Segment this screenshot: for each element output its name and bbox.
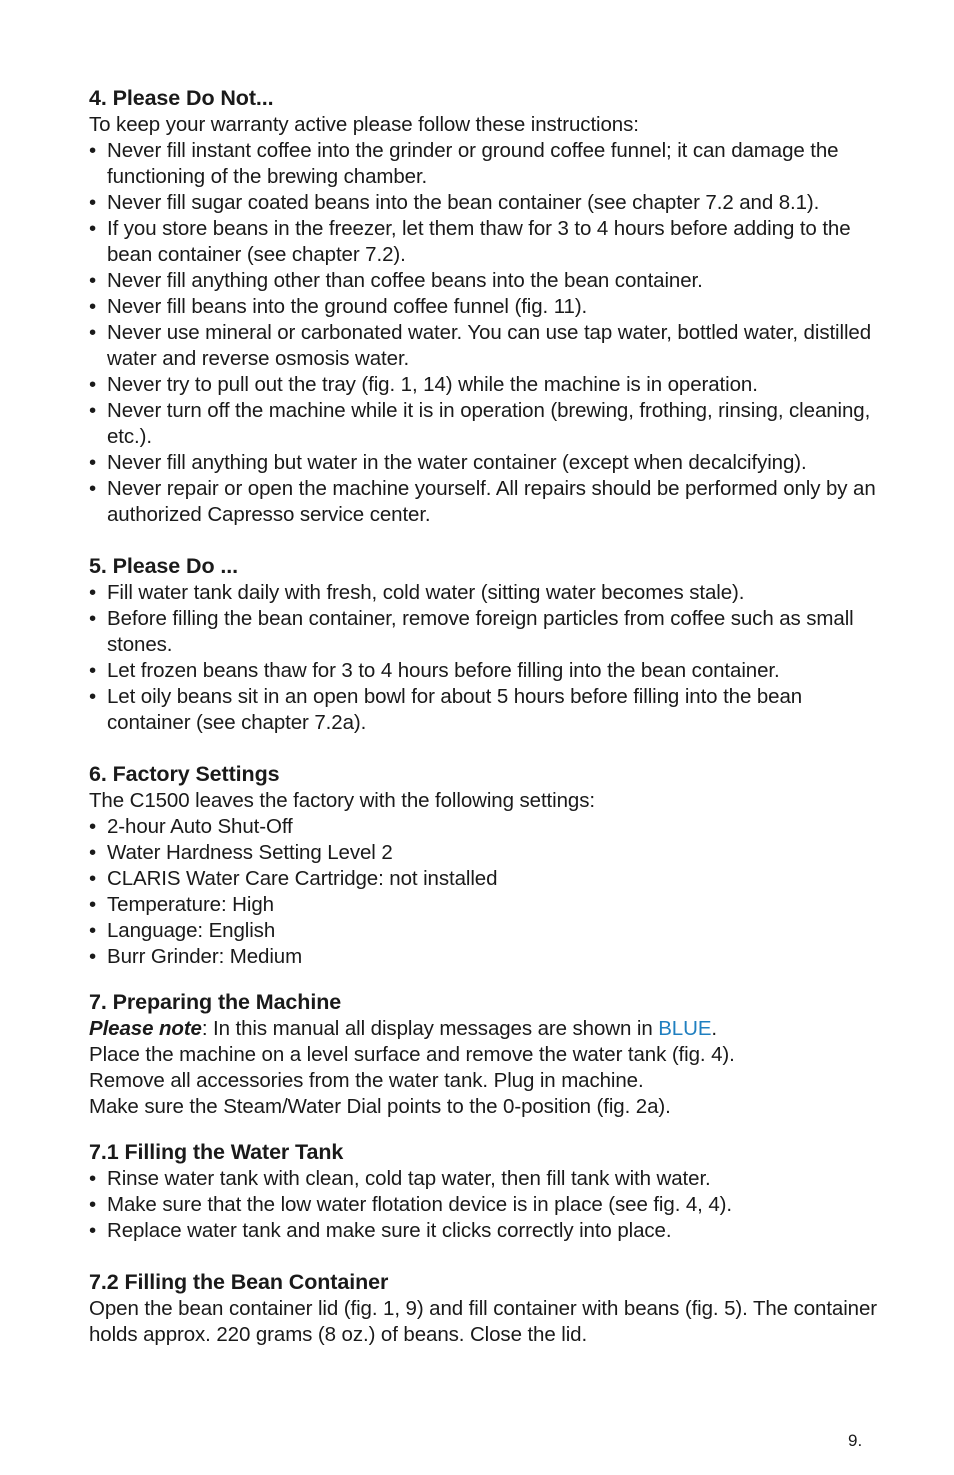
bullet-list xyxy=(89,1166,879,1244)
list-item: • 2-hour Auto Shut-Off xyxy=(89,814,879,840)
manual-page xyxy=(89,84,879,1348)
section-please-do xyxy=(89,552,879,736)
list-item: • Never use mineral or carbonated water. You can use tap water, bottled water, distilled water and reverse osmosis water. xyxy=(89,320,879,372)
bullet-list xyxy=(89,814,879,970)
list-item: • Never fill anything other than coffee beans into the bean container. xyxy=(89,268,879,294)
section-heading: 6. Factory Settings xyxy=(89,762,280,786)
body-paragraph: Open the bean container lid (fig. 1, 9) and fill container with beans (fig. 5). The container holds approx. 220 grams (8 oz.) of beans. Close the lid. xyxy=(89,1297,878,1346)
list-item: • Never turn off the machine while it is in operation (brewing, frothing, rinsing, cleaning, etc.). xyxy=(89,398,879,450)
note-line xyxy=(89,1016,879,1042)
body-line: Place the machine on a level surface and remove the water tank (fig. 4). xyxy=(89,1043,735,1066)
list-item: • Let frozen beans thaw for 3 to 4 hours before filling into the bean container. xyxy=(89,658,879,684)
list-item: • Never repair or open the machine yourself. All repairs should be performed only by an authorized Capresso service center. xyxy=(89,476,879,528)
list-item: • Never fill sugar coated beans into the bean container (see chapter 7.2 and 8.1). xyxy=(89,190,879,216)
list-item: • If you store beans in the freezer, let them thaw for 3 to 4 hours before adding to the bean container (see chapter 7.2). xyxy=(89,216,879,268)
bullet-list xyxy=(89,580,879,736)
page-number: 9. xyxy=(848,1431,863,1450)
section-heading: 7.1 Filling the Water Tank xyxy=(89,1140,344,1164)
note-text: : In this manual all display messages are shown in xyxy=(201,1017,659,1040)
note-label: Please note xyxy=(89,1017,202,1040)
list-item: • Burr Grinder: Medium xyxy=(89,944,879,970)
list-item: • Fill water tank daily with fresh, cold water (sitting water becomes stale). xyxy=(89,580,879,606)
section-filling-bean-container xyxy=(89,1268,879,1348)
section-preparing-machine xyxy=(89,988,879,1120)
note-blue-word: BLUE xyxy=(658,1017,712,1040)
section-please-do-not xyxy=(89,84,879,528)
body-line: Make sure the Steam/Water Dial points to the 0-position (fig. 2a). xyxy=(89,1095,671,1118)
section-filling-water-tank xyxy=(89,1138,879,1244)
section-intro: The C1500 leaves the factory with the following settings: xyxy=(89,789,595,812)
section-heading: 4. Please Do Not... xyxy=(89,86,274,110)
section-heading: 7.2 Filling the Bean Container xyxy=(89,1270,389,1294)
list-item: • Let oily beans sit in an open bowl for about 5 hours before filling into the bean container (see chapter 7.2a). xyxy=(89,684,879,736)
body-line: Remove all accessories from the water tank. Plug in machine. xyxy=(89,1069,644,1092)
list-item: • Replace water tank and make sure it clicks correctly into place. xyxy=(89,1218,879,1244)
list-item: • Temperature: High xyxy=(89,892,879,918)
list-item: • Never fill instant coffee into the grinder or ground coffee funnel; it can damage the functioning of the brewing chamber. xyxy=(89,138,879,190)
list-item: • Rinse water tank with clean, cold tap water, then fill tank with water. xyxy=(89,1166,879,1192)
list-item: • Before filling the bean container, remove foreign particles from coffee such as small stones. xyxy=(89,606,879,658)
list-item: • Water Hardness Setting Level 2 xyxy=(89,840,879,866)
section-factory-settings xyxy=(89,760,879,970)
section-heading: 5. Please Do ... xyxy=(89,554,238,578)
list-item: • Language: English xyxy=(89,918,879,944)
section-heading: 7. Preparing the Machine xyxy=(89,990,342,1014)
list-item: • Never fill beans into the ground coffee funnel (fig. 11). xyxy=(89,294,879,320)
note-end: . xyxy=(711,1017,717,1040)
list-item: • Make sure that the low water flotation device is in place (see fig. 4, 4). xyxy=(89,1192,879,1218)
list-item: • Never try to pull out the tray (fig. 1, 14) while the machine is in operation. xyxy=(89,372,879,398)
section-intro: To keep your warranty active please follow these instructions: xyxy=(89,113,639,136)
list-item: • CLARIS Water Care Cartridge: not installed xyxy=(89,866,879,892)
bullet-list xyxy=(89,138,879,528)
list-item: • Never fill anything but water in the water container (except when decalcifying). xyxy=(89,450,879,476)
